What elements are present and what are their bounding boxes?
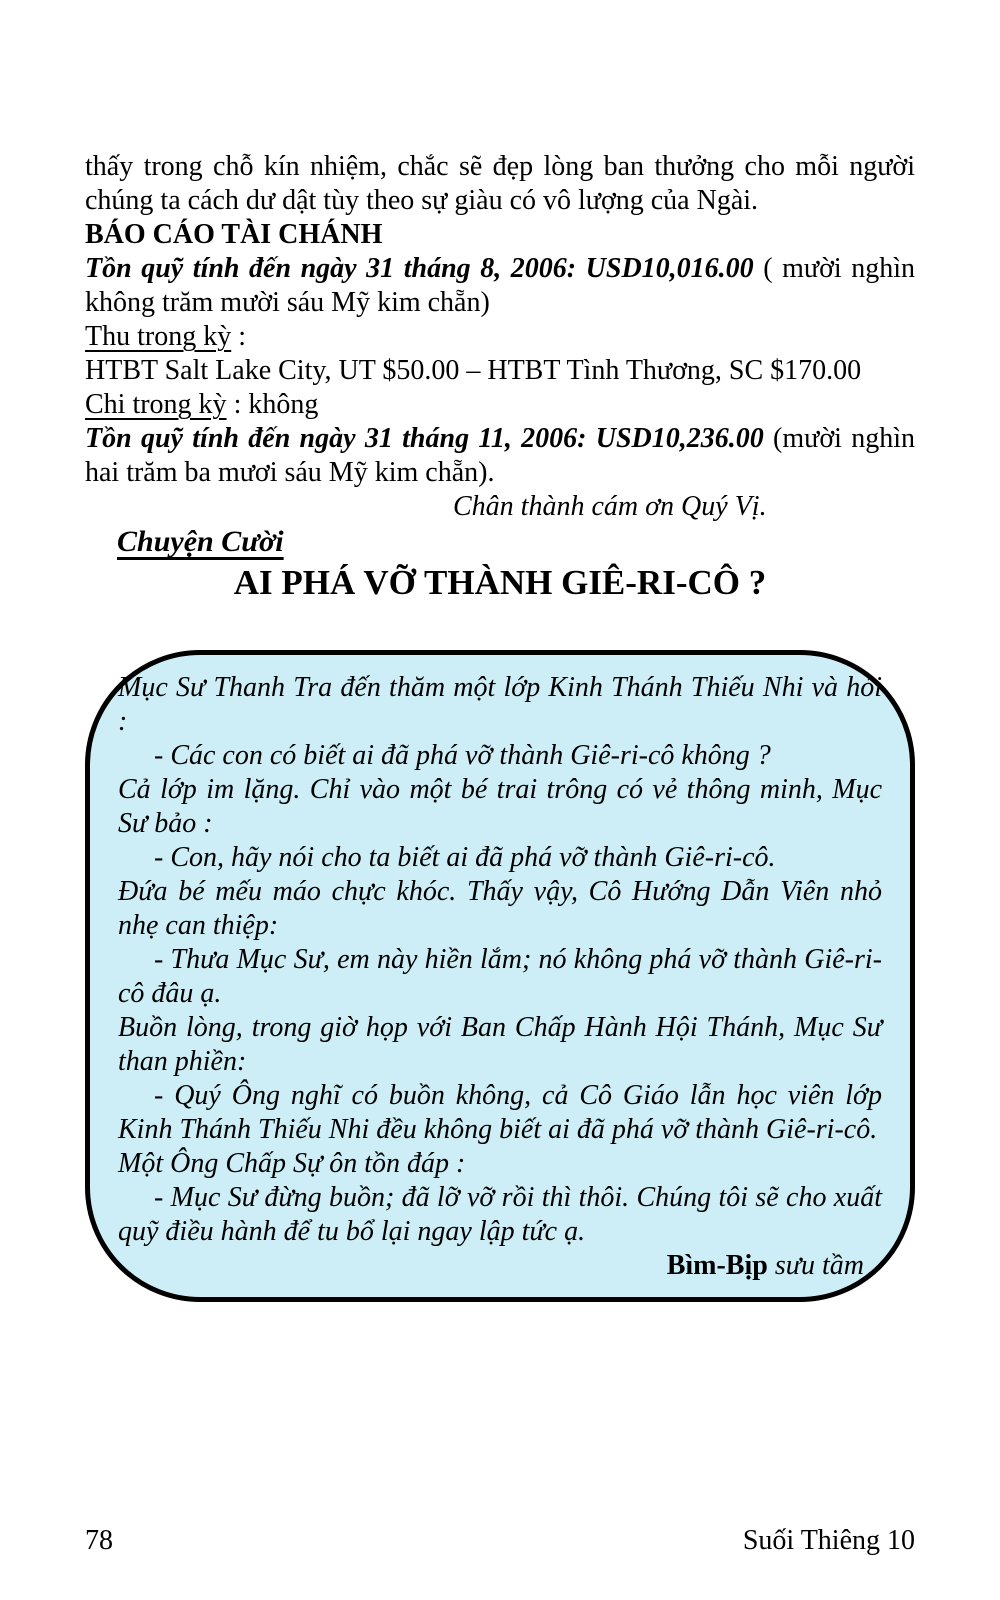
joke-section-label [85,524,915,560]
joke-paragraph: Buồn lòng, trong giờ họp với Ban Chấp Hành Hội Thánh, Mục Sư than phiền: [118,1012,882,1077]
joke-credit-author: Bìm-Bịp [666,1250,768,1281]
balance-november-words: (mười nghìn hai trăm ba mươi sáu Mỹ kim chẵn). [85,423,915,488]
income-label: Thu trong kỳ [85,321,232,352]
balance-november-amount: Tồn quỹ tính đến ngày 31 tháng 11, 2006: USD10,236.00 [85,423,764,454]
balance-august-amount: Tồn quỹ tính đến ngày 31 tháng 8, 2006: USD10,016.00 [85,253,754,284]
footer-page-number: 78 [85,1525,113,1556]
joke-paragraph: - Con, hãy nói cho ta biết ai đã phá vỡ thành Giê-ri-cô. [154,842,776,873]
joke-paragraph: - Mục Sư đừng buồn; đã lỡ vỡ rồi thì thôi. Chúng tôi sẽ cho xuất quỹ điều hành để tu bổ lại ngay lập tức ạ. [118,1182,882,1247]
joke-section-label-text: Chuyện Cười [117,525,284,558]
joke-paragraph: Đứa bé mếu máo chực khóc. Thấy vậy, Cô Hướng Dẫn Viên nhỏ nhẹ can thiệp: [118,876,882,941]
finance-balance-august [85,252,915,320]
joke-paragraph: - Quý Ông nghĩ có buồn không, cả Cô Giáo lẫn học viên lớp Kinh Thánh Thiếu Nhi đều không biết ai đã phá vỡ thành Giê-ri-cô. [118,1080,882,1145]
joke-paragraph: Một Ông Chấp Sự ôn tồn đáp : [118,1148,466,1179]
balance-august-words: ( mười nghìn không trăm mười sáu Mỹ kim chẵn) [85,253,915,318]
finance-income-line [85,320,915,354]
finance-expense-line [85,388,915,422]
joke-paragraph: - Các con có biết ai đã phá vỡ thành Giê-ri-cô không ? [154,740,771,771]
joke-credit-suffix: sưu tầm [767,1250,864,1281]
finance-balance-november [85,422,915,490]
income-colon: : [231,321,246,352]
joke-paragraph: Mục Sư Thanh Tra đến thăm một lớp Kinh Thánh Thiếu Nhi và hỏi : [118,672,882,737]
joke-title: AI PHÁ VỠ THÀNH GIÊ-RI-CÔ ? [233,563,767,602]
thanks-line: Chân thành cám ơn Quý Vị. [453,491,767,522]
intro-paragraph: thấy trong chỗ kín nhiệm, chắc sẽ đẹp lòng ban thưởng cho mỗi người chúng ta cách dư dật tùy theo sự giàu có vô lượng của Ngài. [85,151,915,216]
joke-paragraph: - Thưa Mục Sư, em này hiền lắm; nó không phá vỡ thành Giê-ri-cô đâu ạ. [118,944,882,1009]
joke-box [85,650,915,1302]
joke-box-paragraphs [118,671,882,1249]
page-footer [85,1524,915,1558]
finance-heading: BÁO CÁO TÀI CHÁNH [85,219,383,250]
joke-paragraph: Cả lớp im lặng. Chỉ vào một bé trai trông có vẻ thông minh, Mục Sư bảo : [118,774,882,839]
expense-label: Chi trong kỳ [85,389,227,420]
expense-value: : không [226,389,319,420]
joke-credit-line [118,1249,882,1283]
finance-income-detail: HTBT Salt Lake City, UT $50.00 – HTBT Tình Thương, SC $170.00 [85,355,862,386]
footer-publication-title: Suối Thiêng 10 [742,1525,915,1556]
